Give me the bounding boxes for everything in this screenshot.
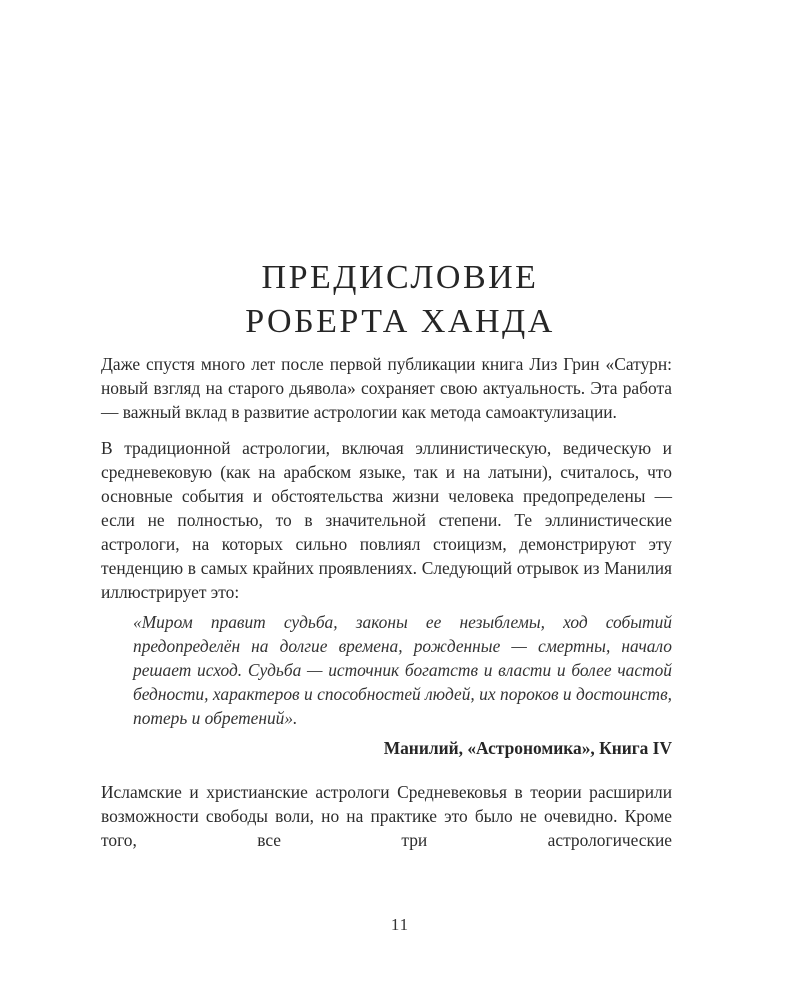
paragraph-2: В традиционной астрологии, включая эллинистическую, ведическую и средневековую (как на арабском языке, так и на латыни), считалось, что основные события и обстоятельства жизни человека предопределены — если не полностью, то в значительной степени. Те эллинистические астрологи, на которых сильно повлиял стоицизм, демонстрируют эту тенденцию в самых крайних проявлениях. Следующий отрывок из Манилия иллюстрирует это: [101, 438, 672, 602]
chapter-title-line-1: ПРЕДИСЛОВИЕ [261, 259, 539, 296]
epigraph-quote: «Миром правит судьба, законы ее незыблемы, ход событий предопределён на долгие времена, рожденные — смертны, начало решает исход. Судьба — источник богатств и власти и более частой бедности, характеров и способностей людей, их пороков и достоинств, потерь и обретений». [133, 612, 672, 728]
quote-attribution: Манилий, «Астрономика», Книга IV [383, 738, 672, 758]
page-number: 11 [390, 915, 410, 934]
paragraph-1: Даже спустя много лет после первой публикации книга Лиз Грин «Сатурн: новый взгляд на старого дьявола» сохраняет свою актуальность. Эта работа — важный вклад в развитие астрологии как метода самоактулизации. [101, 354, 672, 422]
chapter-title-line-2: РОБЕРТА ХАНДА [245, 303, 555, 340]
body-text [101, 352, 672, 864]
paragraph-3: Исламские и христианские астрологи Средневековья в теории расширили возможности свободы воли, но на практике это было не очевидно. Кроме того, все три астрологические [101, 782, 672, 850]
chapter-title [0, 256, 800, 344]
